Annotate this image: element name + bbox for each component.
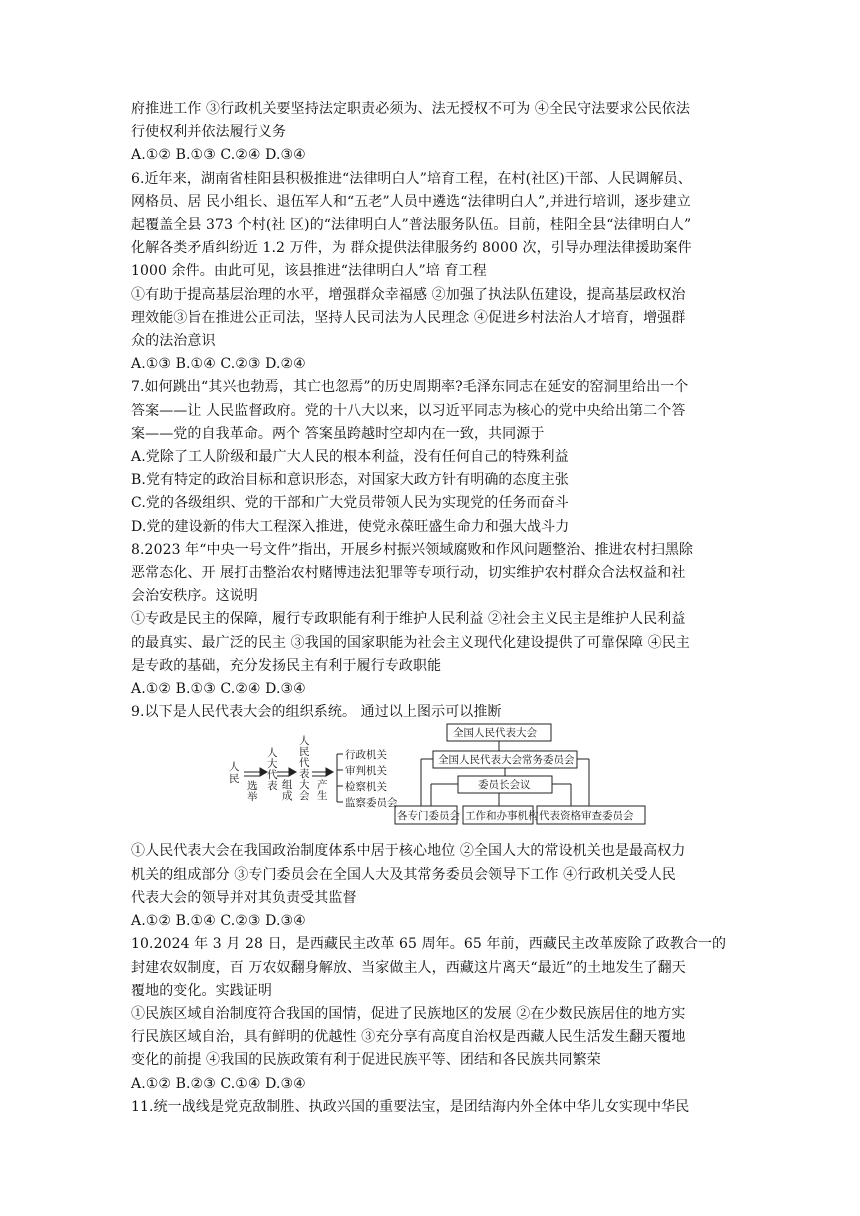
people-label-1: 人 [229,761,240,774]
text-line: 答案——让 人民监督政府。党的十八大以来，以习近平同志为核心的党中央给出第二个答 [131,402,686,419]
text-line: 1000 余件。由此可见，该县推进“法律明白人”培 育工程 [131,263,487,280]
text-line: 7.如何跳出“其兴也勃焉，其亡也忽焉”的历史周期率?毛泽东同志在延安的窑洞里给出一个 [131,379,689,396]
produce-label-1: 产 [317,779,328,792]
organ-executive: 行政机关 [345,749,387,762]
diagram-char: 人 [267,747,278,760]
diagram-char: 民 [299,746,310,759]
text-line: 机关的组成部分 ③专门委员会在全国人大及其常务委员会领导下工作 ④行政机关受人民 [131,866,676,883]
produce-label-2: 生 [317,790,328,803]
credentials-committee-label: 代表资格审查委员会 [539,810,634,823]
text-line: 10.2024 年 3 月 28 日，是西藏民主改革 65 周年。65 年前，西藏民主改革废除了政教合一的 [131,936,727,953]
text-line: 变化的前提 ④我国的民族政策有利于促进民族平等、团结和各民族共同繁荣 [131,1052,601,1069]
text-line: A.党除了工人阶级和最广大人民的根本利益，没有任何自己的特殊利益 [131,449,569,466]
text-line: A.①② B.①④ C.②③ D.③④ [131,913,306,930]
text-block-top [131,98,737,724]
text-line: 会治安秩序。这说明 [131,588,258,605]
text-line: ①有助于提高基层治理的水平，增强群众幸福感 ②加强了执法队伍建设，提高基层政权治 [131,286,686,303]
text-line: 理效能③旨在推进公正司法，坚持人民司法为人民理念 ④促进乡村法治人才培育，增强群 [131,309,686,326]
npc-box-label: 全国人民代表大会 [453,727,537,740]
text-line: ①民族区域自治制度符合我国的国情，促进了民族地区的发展 ②在少数民族居住的地方实 [131,1005,686,1022]
text-line: ①人民代表大会在我国政治制度体系中居于核心地位 ②全国人大的常设机关也是最高权力 [131,843,686,860]
chairmen-council-label: 委员长会议 [478,779,531,792]
diagram-char: 表 [267,780,278,793]
text-line: A.①③ B.①④ C.②③ D.②④ [131,356,306,373]
diagram-char: 人 [299,735,310,748]
special-committees-label: 各专门委员会 [397,810,460,823]
text-line: ①专政是民主的保障，履行专政职能有利于维护人民利益 ②社会主义民主是维护人民利益 [131,611,686,628]
text-line: D.党的建设新的伟大工程深入推进，使党永葆旺盛生命力和强大战斗力 [131,518,570,535]
text-line: B.党有特定的政治目标和意识形态，对国家大政方针有明确的态度主张 [131,472,569,489]
text-line: 覆地的变化。实践证明 [131,982,272,999]
npc-label [299,734,310,802]
text-block-bottom [131,840,737,1118]
text-line: 网格员、居 民小组长、退伍军人和“五老”人员中遴选“法律明白人”,并进行培训，逐步建立 [131,193,691,210]
standing-committee-label: 全国人民代表大会常务委员会 [438,754,575,767]
diagram-char: 大 [299,779,310,792]
organ-procuratorial: 检察机关 [345,781,387,794]
text-line: 案——党的自我革命。两个 答案虽跨越时空却内在一致，共同源于 [131,425,545,442]
diagram-char: 代 [299,757,310,770]
diagram-char: 大 [267,758,278,771]
elect-label-1: 选 [247,780,258,793]
text-line: 行民族区域自治，具有鲜明的优越性 ③充分享有高度自治权是西藏人民生活发生翻天覆地 [131,1029,686,1046]
diagram-char: 会 [299,790,310,803]
text-line: 化解各类矛盾纠纷近 1.2 万件，为 群众提供法律服务约 8000 次，引导办理法律援助案件 [131,240,692,257]
text-line: 封建农奴制度，百 万农奴翻身解放、当家做主人，西藏这片离天“最近”的土地发生了翻天 [131,959,686,976]
text-line: A.①② B.①③ C.②④ D.③④ [131,147,306,164]
npc-organization-diagram [131,724,737,840]
organize-label-2: 成 [282,790,293,803]
diagram-char: 表 [299,768,310,781]
organ-judicial: 审判机关 [345,765,387,778]
organize-label-1: 组 [282,779,293,792]
text-line: 府推进工作 ③行政机关要坚持法定职责必须为、法无授权不可为 ④全民守法要求公民依法 [131,101,690,117]
text-line: 恶常态化、开 展打击整治农村赌博违法犯罪等专项行动，切实维护农村群众合法权益和社 [131,565,686,582]
text-line: 行使权利并依法履行义务 [131,124,287,141]
text-line: A.①② B.②③ C.①④ D.③④ [131,1075,306,1092]
diagram-svg [131,724,737,840]
npc-deputies-label [267,746,278,792]
text-line: 代表大会的领导并对其负责受其监督 [131,889,357,906]
text-line: 11.统一战线是党克敌制胜、执政兴国的重要法宝，是团结海内外全体中华儿女实现中华民 [131,1098,690,1115]
text-line: 起覆盖全县 373 个村(社 区)的“法律明白人”普法服务队伍。目前，桂阳全县“法律明白人” [131,217,692,234]
text-line: C.党的各级组织、党的干部和广大党员带领人民为实现党的任务而奋斗 [131,495,569,512]
elect-label-2: 举 [247,791,258,804]
text-line: 的最真实、最广泛的民主 ③我国的国家职能为社会主义现代化建设提供了可靠保障 ④民主 [131,634,690,651]
text-line: 9.以下是人民代表大会的组织系统。 通过以上图示可以推断 [131,704,502,721]
exam-page [131,98,737,1119]
text-line: A.①② B.①③ C.②④ D.③④ [131,681,306,698]
working-bodies-label: 工作和办事机构 [465,810,539,823]
diagram-char: 代 [267,769,278,782]
text-line: 是专政的基础，充分发扬民主有利于履行专政职能 [131,657,442,674]
text-line: 众的法治意识 [131,333,216,350]
organ-supervisory: 监察委员会 [345,797,398,810]
text-line: 6.近年来，湖南省桂阳县积极推进“法律明白人”培育工程，在村(社区)干部、人民调解员、 [131,170,692,187]
text-line: 8.2023 年“中央一号文件”指出，开展乡村振兴领域腐败和作风问题整治、推进农村扫黑除 [131,541,694,558]
people-label-2: 民 [229,773,240,786]
